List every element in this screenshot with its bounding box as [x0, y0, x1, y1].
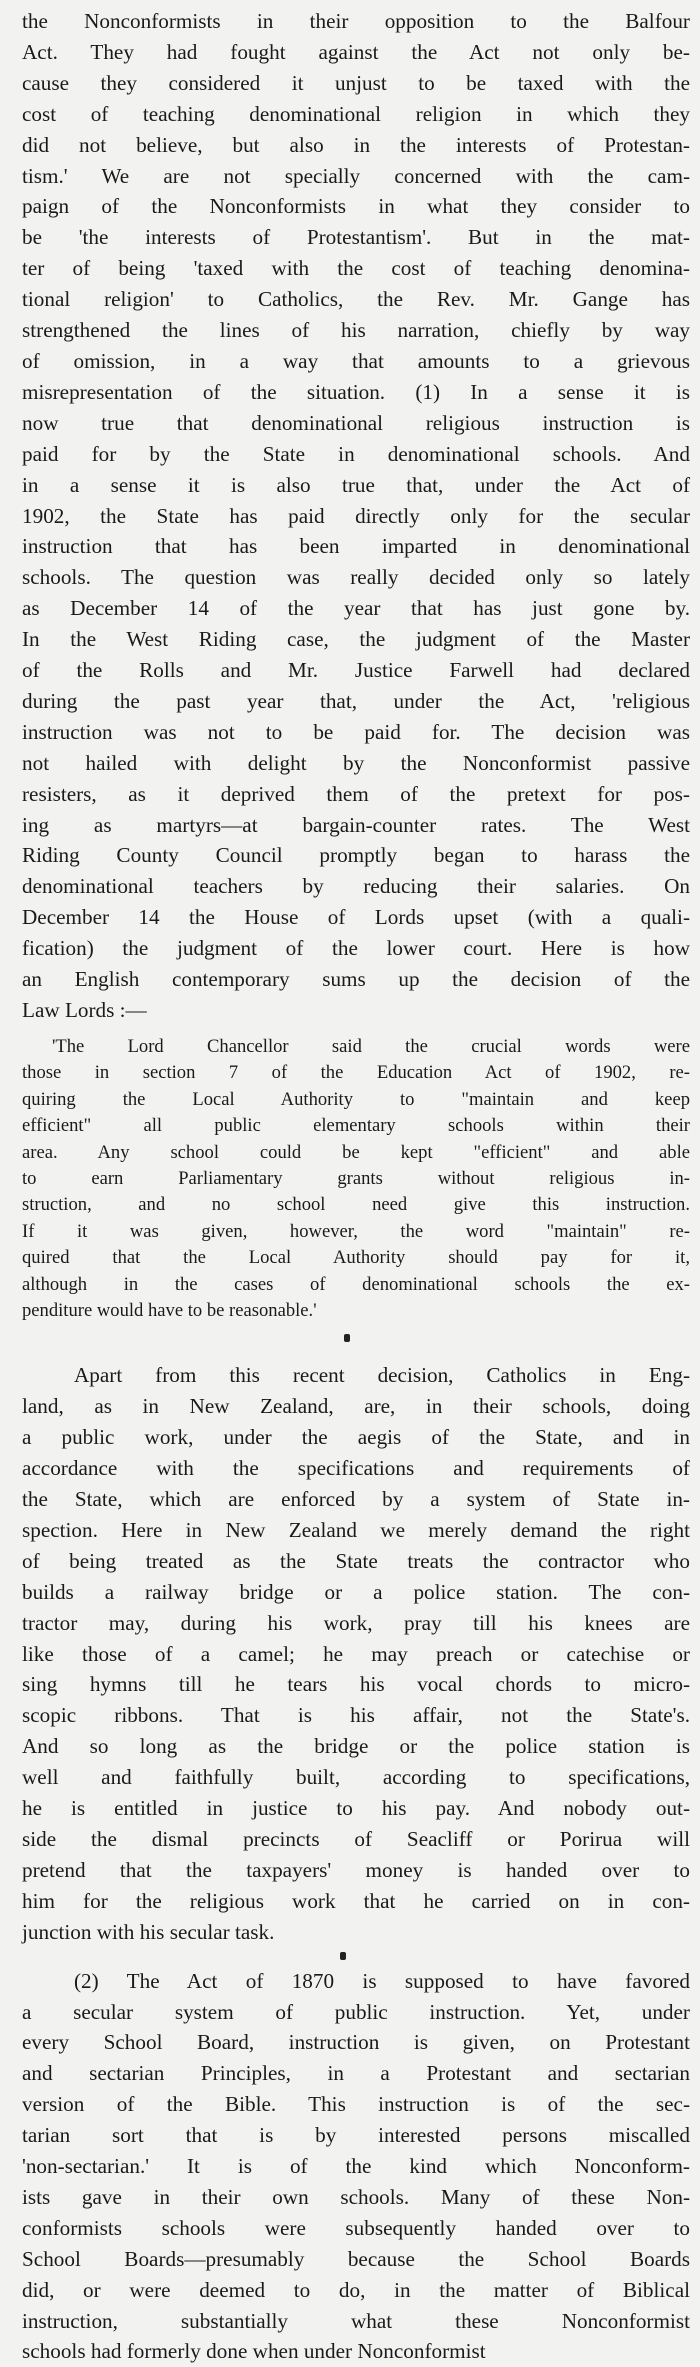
text-line: not hailed with delight by the Nonconformist passive	[22, 750, 690, 775]
text-line: cost of teaching denominational religion in which they	[22, 101, 690, 126]
text-line: pretend that the taxpayers' money is handed over to	[22, 1857, 690, 1882]
separator-mark	[340, 1952, 346, 1960]
text-line: those in section 7 of the Education Act of 1902, re-	[22, 1062, 690, 1084]
text-line: side the dismal precincts of Seacliff or Porirua will	[22, 1826, 690, 1851]
text-line: schools had formerly done when under Nonconformist	[22, 2339, 486, 2364]
text-line: ists gave in their own schools. Many of these Non-	[22, 2184, 690, 2209]
text-line: (2) The Act of 1870 is supposed to have favored	[74, 1968, 690, 1993]
text-line: conformists schools were subsequently handed over to	[22, 2215, 690, 2240]
text-line: Act. They had fought against the Act not only be-	[22, 39, 690, 64]
text-line: paign of the Nonconformists in what they consider to	[22, 194, 690, 219]
text-line: the Nonconformists in their opposition to the Balfour	[22, 9, 690, 33]
text-line: the State, which are enforced by a system of State in-	[22, 1487, 690, 1511]
text-line: Riding County Council promptly began to harass the	[22, 843, 690, 868]
text-line: fication) the judgment of the lower court. Here is how	[22, 936, 690, 961]
text-line: struction, and no school need give this instruction.	[22, 1194, 690, 1216]
text-line: ing as martyrs—at bargain-counter rates. The West	[22, 812, 690, 837]
text-line: he is entitled in justice to his pay. And nobody out-	[22, 1796, 690, 1821]
text-line: instruction, substantially what these Nonconformist	[22, 2308, 690, 2333]
paragraph-3	[22, 1966, 690, 2367]
text-line: accordance with the specifications and requirements of	[22, 1456, 690, 1481]
text-line: instruction was not to be paid for. The decision was	[22, 719, 690, 744]
text-line: quiring the Local Authority to "maintain and keep	[22, 1088, 690, 1110]
text-line: of the Rolls and Mr. Justice Farwell had declared	[22, 658, 690, 683]
text-line: cause they considered it unjust to be taxed with the	[22, 70, 690, 95]
text-line: tarian sort that is by interested persons miscalled	[22, 2123, 690, 2148]
text-line: 'non-sectarian.' It is of the kind which Nonconform-	[22, 2154, 690, 2179]
text-line: as December 14 of the year that has just gone by.	[22, 596, 690, 621]
text-line: instruction that has been imparted in denominational	[22, 534, 690, 559]
text-line: of omission, in a way that amounts to a grievous	[22, 348, 690, 373]
section-separator	[22, 1948, 690, 1966]
text-line: tism.' We are not specially concerned with the cam-	[22, 163, 690, 188]
text-line: scopic ribbons. That is his affair, not the State's.	[22, 1703, 690, 1728]
text-line: In the West Riding case, the judgment of the Master	[22, 627, 690, 652]
block-quote	[22, 1034, 690, 1324]
text-line: land, as in New Zealand, are, in their schools, doing	[22, 1394, 690, 1419]
text-line: of being treated as the State treats the contractor who	[22, 1548, 690, 1573]
text-line: and sectarian Principles, in a Protestant and sectarian	[22, 2061, 690, 2086]
paragraph-1	[22, 6, 690, 1026]
text-line: strengthened the lines of his narration, chiefly by way	[22, 318, 690, 343]
paragraph-2	[22, 1360, 690, 1947]
text-line: builds a railway bridge or a police station. The con-	[22, 1579, 690, 1604]
text-line: If it was given, however, the word "maintain" re-	[22, 1220, 690, 1242]
text-line: penditure would have to be reasonable.'	[22, 1299, 317, 1321]
text-line: well and faithfully built, according to specifications,	[22, 1765, 690, 1790]
text-line: him for the religious work that he carried on in con-	[22, 1888, 690, 1913]
text-line: a secular system of public instruction. Yet, under	[22, 1999, 690, 2024]
text-line: like those of a camel; he may preach or catechise or	[22, 1641, 690, 1666]
text-line: December 14 the House of Lords upset (with a quali-	[22, 905, 690, 930]
text-line: every School Board, instruction is given, on Protestant	[22, 2030, 690, 2055]
section-separator	[22, 1324, 690, 1360]
separator-mark	[344, 1334, 350, 1342]
text-line: 'The Lord Chancellor said the crucial words were	[52, 1035, 690, 1057]
text-line: area. Any school could be kept "efficient" and able	[22, 1141, 690, 1163]
text-line: schools. The question was really decided only so lately	[22, 565, 690, 590]
text-line: version of the Bible. This instruction is of the sec-	[22, 2092, 690, 2117]
text-line: denominational teachers by reducing their salaries. On	[22, 874, 690, 899]
text-line: resisters, as it deprived them of the pretext for pos-	[22, 781, 690, 806]
text-line: 1902, the State has paid directly only for the secular	[22, 503, 690, 528]
text-line: Apart from this recent decision, Catholics in Eng-	[74, 1363, 690, 1388]
text-line: efficient" all public elementary schools within their	[22, 1115, 690, 1137]
text-line: did not believe, but also in the interests of Protestan-	[22, 132, 690, 157]
text-line: junction with his secular task.	[22, 1919, 275, 1944]
text-line: misrepresentation of the situation. (1) In a sense it is	[22, 379, 690, 404]
text-line: tractor may, during his work, pray till his knees are	[22, 1610, 690, 1635]
text-line: during the past year that, under the Act, 'religious	[22, 688, 690, 713]
text-line: did, or were deemed to do, in the matter of Biblical	[22, 2277, 690, 2302]
text-line: paid for by the State in denominational schools. And	[22, 441, 690, 466]
text-line: spection. Here in New Zealand we merely demand the right	[22, 1517, 690, 1542]
text-line: tional religion' to Catholics, the Rev. Mr. Gange has	[22, 287, 690, 312]
text-line: although in the cases of denominational schools the ex-	[22, 1273, 690, 1295]
text-line: in a sense it is also true that, under the Act of	[22, 472, 690, 497]
text-line: a public work, under the aegis of the State, and in	[22, 1425, 690, 1450]
text-line: And so long as the bridge or the police station is	[22, 1734, 690, 1759]
text-line: an English contemporary sums up the decision of the	[22, 967, 690, 992]
text-line: be 'the interests of Protestantism'. But in the mat-	[22, 225, 690, 250]
text-line: now true that denominational religious instruction is	[22, 410, 690, 435]
text-line: Law Lords :—	[22, 998, 147, 1022]
text-line: sing hymns till he tears his vocal chords to micro-	[22, 1672, 690, 1697]
text-line: quired that the Local Authority should pay for it,	[22, 1247, 690, 1269]
text-line: ter of being 'taxed with the cost of teaching denomina-	[22, 256, 690, 281]
text-line: to earn Parliamentary grants without religious in-	[22, 1167, 690, 1189]
text-line: School Boards—presumably because the School Boards	[22, 2246, 690, 2271]
